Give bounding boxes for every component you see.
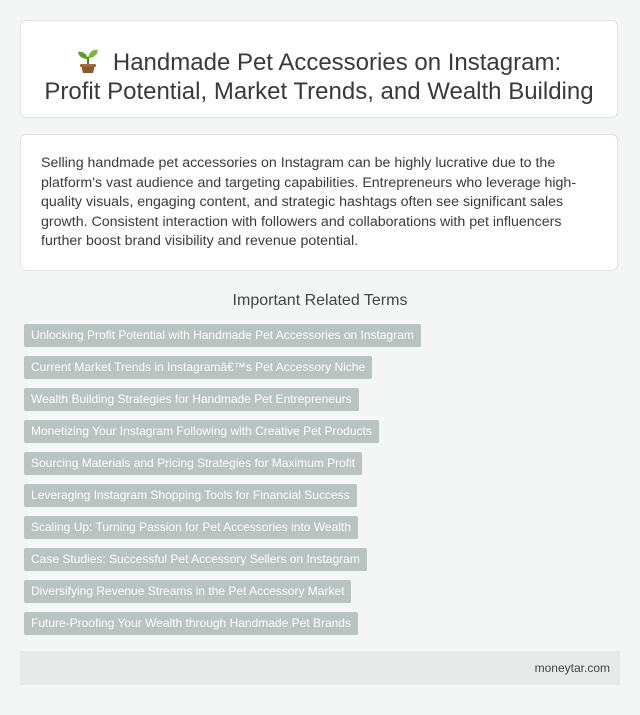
related-term-tag[interactable]: Monetizing Your Instagram Following with Creative Pet Products (24, 420, 379, 443)
related-term-tag[interactable]: Wealth Building Strategies for Handmade Pet Entrepreneurs (24, 388, 359, 411)
related-terms-heading: Important Related Terms (232, 292, 408, 309)
related-term-tag[interactable]: Case Studies: Successful Pet Accessory Sellers on Instagram (24, 548, 367, 571)
sprout-icon (77, 47, 99, 73)
summary-text: Selling handmade pet accessories on Instagram can be highly lucrative due to the platform's vast audience and targeting capabilities. Entrepreneurs who leverage high-quality visuals, engaging content, and strategic hashtags often see significant sales growth. Consistent interaction with followers and collaborations with pet influencers further boost brand visibility and revenue potential. (41, 155, 577, 250)
related-terms-list (24, 324, 421, 644)
title-card (20, 20, 618, 118)
footer (20, 651, 620, 685)
related-term-tag[interactable]: Leveraging Instagram Shopping Tools for Financial Success (24, 484, 357, 507)
footer-site-name: moneytar.com (534, 661, 610, 675)
related-term-tag[interactable]: Unlocking Profit Potential with Handmade Pet Accessories on Instagram (24, 324, 421, 347)
related-term-tag[interactable]: Future-Proofing Your Wealth through Handmade Pet Brands (24, 612, 358, 635)
related-term-tag[interactable]: Scaling Up: Turning Passion for Pet Accessories into Wealth (24, 516, 358, 539)
title-text-1: Handmade Pet Accessories on Instagram: (112, 49, 562, 76)
related-term-tag[interactable]: Sourcing Materials and Pricing Strategies for Maximum Profit (24, 452, 362, 475)
page-title-line-2: Profit Potential, Market Trends, and Wealth Building (44, 78, 594, 105)
page-title-line-1 (21, 47, 617, 78)
summary-card (20, 134, 618, 271)
related-term-tag[interactable]: Current Market Trends in Instagramâ€™s Pet Accessory Niche (24, 356, 372, 379)
related-term-tag[interactable]: Diversifying Revenue Streams in the Pet Accessory Market (24, 580, 351, 603)
